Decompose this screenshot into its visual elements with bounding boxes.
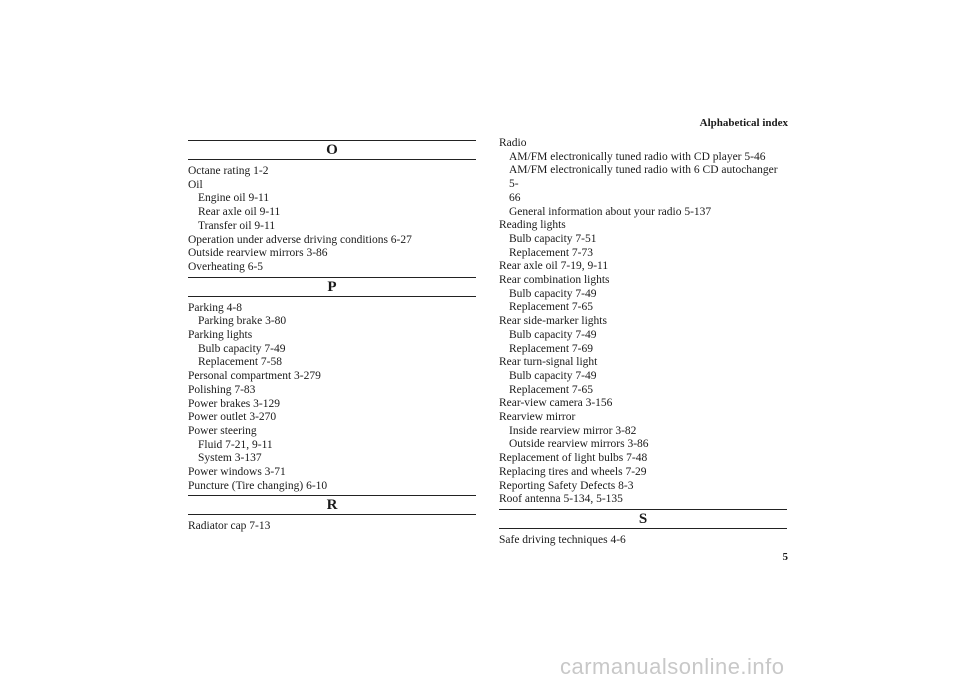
index-entry: Power brakes 3-129 xyxy=(188,397,280,410)
index-subentry: Fluid 7-21, 9-11 xyxy=(198,438,273,451)
index-entry: Power windows 3-71 xyxy=(188,466,286,479)
index-entry: Radiator cap 7-13 xyxy=(188,520,271,533)
index-entry: Safe driving techniques 4-6 xyxy=(499,533,626,546)
index-subentry: Replacement 7-65 xyxy=(509,383,593,396)
index-entry: Parking lights xyxy=(188,329,253,342)
index-entry: Reporting Safety Defects 8-3 xyxy=(499,479,634,492)
index-entry: Rear turn-signal light xyxy=(499,356,598,369)
index-subentry: Rear axle oil 9-11 xyxy=(198,206,281,219)
index-entry: Radio xyxy=(499,137,527,149)
index-column-left xyxy=(188,140,476,534)
section-letter-p: P xyxy=(188,277,476,297)
index-subentry: Replacement 7-69 xyxy=(509,342,593,355)
index-subentry: Outside rearview mirrors 3-86 xyxy=(509,438,649,451)
running-header: Alphabetical index xyxy=(699,117,788,129)
index-column-right xyxy=(499,137,787,548)
index-subentry: Bulb capacity 7-49 xyxy=(509,328,597,341)
index-entry: Power outlet 3-270 xyxy=(188,411,277,424)
index-entry: Rear side-marker lights xyxy=(499,315,607,328)
index-entry: Personal compartment 3-279 xyxy=(188,370,321,383)
index-entry: Outside rearview mirrors 3-86 xyxy=(188,247,328,260)
index-entry: Polishing 7-83 xyxy=(188,383,256,396)
watermark: carmanualsonline.info xyxy=(560,654,785,679)
index-entry: Parking 4-8 xyxy=(188,301,242,314)
index-subentry: Replacement 7-65 xyxy=(509,301,593,314)
index-subentry: AM/FM electronically tuned radio with CD player 5-46 xyxy=(509,150,766,163)
index-entry: Power steering xyxy=(188,424,257,437)
index-subentry: System 3-137 xyxy=(198,452,262,465)
index-subentry: Bulb capacity 7-49 xyxy=(509,369,597,382)
index-entry: Reading lights xyxy=(499,219,566,232)
index-subentry: Parking brake 3-80 xyxy=(198,315,287,328)
index-entry: Replacing tires and wheels 7-29 xyxy=(499,465,647,478)
index-subentry: AM/FM electronically tuned radio with 6 CD autochanger 5- xyxy=(509,164,778,191)
index-subentry: Replacement 7-73 xyxy=(509,246,593,259)
index-entry: Oil xyxy=(188,178,203,191)
index-entry: Roof antenna 5-134, 5-135 xyxy=(499,493,623,506)
index-entry: Rear combination lights xyxy=(499,274,610,287)
section-letter-s: S xyxy=(499,509,787,529)
index-subentry: 66 xyxy=(509,191,521,204)
page-number: 5 xyxy=(782,551,788,563)
index-subentry: Bulb capacity 7-49 xyxy=(198,342,286,355)
index-entry: Octane rating 1-2 xyxy=(188,165,269,177)
index-subentry: Transfer oil 9-11 xyxy=(198,219,276,232)
index-subentry: Replacement 7-58 xyxy=(198,356,282,369)
index-subentry: Inside rearview mirror 3-82 xyxy=(509,424,637,437)
section-letter-r: R xyxy=(188,495,476,515)
index-entry: Overheating 6-5 xyxy=(188,260,264,273)
index-entry: Rearview mirror xyxy=(499,411,576,424)
index-entry: Rear-view camera 3-156 xyxy=(499,397,613,410)
index-entry: Replacement of light bulbs 7-48 xyxy=(499,452,648,465)
index-entry: Puncture (Tire changing) 6-10 xyxy=(188,479,328,492)
index-entry: Operation under adverse driving conditions 6-27 xyxy=(188,233,412,246)
section-letter-o: O xyxy=(188,140,476,160)
index-subentry: Engine oil 9-11 xyxy=(198,192,270,205)
index-subentry: Bulb capacity 7-49 xyxy=(509,287,597,300)
index-subentry: Bulb capacity 7-51 xyxy=(509,232,597,245)
index-entry: Rear axle oil 7-19, 9-11 xyxy=(499,260,609,273)
index-subentry: General information about your radio 5-137 xyxy=(509,205,712,218)
